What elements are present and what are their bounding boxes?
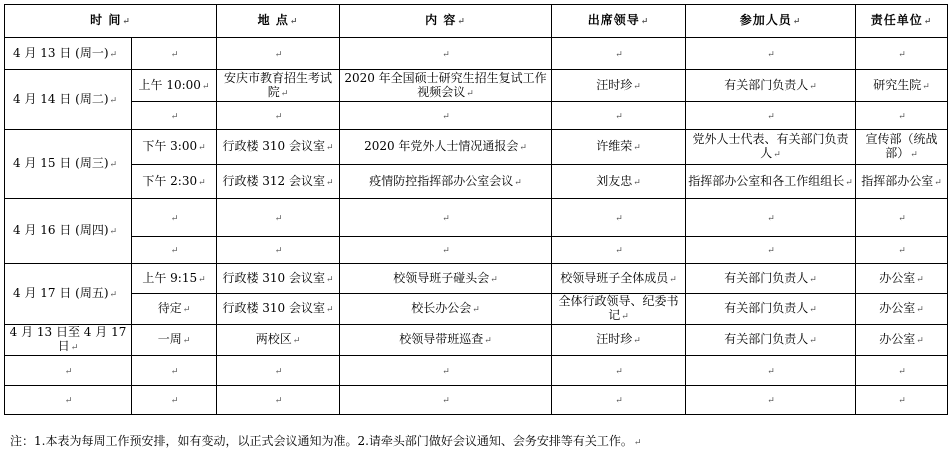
leader-cell: 汪时珍 ↵ [552,70,686,102]
table-row [5,264,948,294]
time-cell [132,38,217,70]
content-cell [340,356,552,386]
unit-cell [856,386,948,415]
date-cell [5,386,132,415]
header-unit: 责任单位 ↵ [856,5,948,38]
participants-cell: 有关部门负责人 ↵ [686,325,856,356]
content-cell [340,102,552,130]
footnote: 注：1.本表为每周工作预安排，如有变动，以正式会议通知为准。2.请牵头部门做好会议通知、会务安排等有关工作。 ↵ [10,432,641,449]
table-row [5,102,948,130]
weekly-schedule-table [4,4,948,415]
unit-cell: 办公室 ↵ [856,294,948,325]
time-cell: 上午 9:15 ↵ [132,264,217,294]
table-row [5,237,948,264]
leader-cell: 刘友忠 ↵ [552,165,686,199]
time-cell [132,199,217,237]
table-row [5,386,948,415]
unit-cell [856,38,948,70]
participants-cell: 党外人士代表、有关部门负责人 ↵ [686,130,856,165]
place-cell: 行政楼 310 会议室 ↵ [217,294,340,325]
content-cell: 疫情防控指挥部办公室会议 ↵ [340,165,552,199]
time-cell: 一周 ↵ [132,325,217,356]
place-cell: 两校区 ↵ [217,325,340,356]
place-cell [217,38,340,70]
place-cell: 行政楼 312 会议室 ↵ [217,165,340,199]
unit-cell [856,237,948,264]
date-cell: 4 月 17 日 (周五) ↵ [5,264,132,325]
leader-cell [552,356,686,386]
header-row [5,5,948,38]
unit-cell: 办公室 ↵ [856,325,948,356]
content-cell: 校长办公会 ↵ [340,294,552,325]
place-cell: 行政楼 310 会议室 ↵ [217,130,340,165]
table-row [5,70,948,102]
participants-cell [686,102,856,130]
participants-cell: 有关部门负责人 ↵ [686,264,856,294]
content-cell [340,386,552,415]
leader-cell [552,102,686,130]
time-cell [132,102,217,130]
place-cell [217,356,340,386]
participants-cell: 有关部门负责人 ↵ [686,294,856,325]
unit-cell: 研究生院 ↵ [856,70,948,102]
place-cell: 安庆市教育招生考试院 ↵ [217,70,340,102]
place-cell [217,386,340,415]
time-cell: 下午 2:30 ↵ [132,165,217,199]
date-cell [5,356,132,386]
table-row [5,356,948,386]
leader-cell [552,386,686,415]
leader-cell [552,38,686,70]
unit-cell: 指挥部办公室 ↵ [856,165,948,199]
participants-cell [686,199,856,237]
time-cell: 待定 ↵ [132,294,217,325]
header-place: 地 点 ↵ [217,5,340,38]
header-leader: 出席领导 ↵ [552,5,686,38]
table-row [5,38,948,70]
place-cell: 行政楼 310 会议室 ↵ [217,264,340,294]
participants-cell: 有关部门负责人 ↵ [686,70,856,102]
date-cell: 4 月 13 日 (周一) ↵ [5,38,132,70]
time-cell: 下午 3:00 ↵ [132,130,217,165]
time-cell [132,356,217,386]
unit-cell: 宣传部（统战部） ↵ [856,130,948,165]
leader-cell: 全体行政领导、纪委书记 ↵ [552,294,686,325]
participants-cell [686,38,856,70]
participants-cell [686,237,856,264]
table-row [5,294,948,325]
date-cell: 4 月 13 日至 4 月 17 日 ↵ [5,325,132,356]
unit-cell [856,356,948,386]
leader-cell: 许维荣 ↵ [552,130,686,165]
header-content: 内 容 ↵ [340,5,552,38]
table-row [5,325,948,356]
participants-cell [686,386,856,415]
participants-cell: 指挥部办公室和各工作组组长 ↵ [686,165,856,199]
place-cell [217,199,340,237]
content-cell [340,237,552,264]
content-cell: 校领导班子碰头会 ↵ [340,264,552,294]
unit-cell: 办公室 ↵ [856,264,948,294]
unit-cell [856,102,948,130]
content-cell [340,38,552,70]
place-cell [217,102,340,130]
unit-cell [856,199,948,237]
content-cell: 2020 年党外人士情况通报会 ↵ [340,130,552,165]
time-cell [132,237,217,264]
leader-cell: 汪时珍 ↵ [552,325,686,356]
header-time: 时 间 ↵ [5,5,217,38]
table-row [5,130,948,165]
date-cell: 4 月 14 日 (周二) ↵ [5,70,132,130]
table-row [5,199,948,237]
time-cell: 上午 10:00 ↵ [132,70,217,102]
place-cell [217,237,340,264]
content-cell: 校领导带班巡查 ↵ [340,325,552,356]
participants-cell [686,356,856,386]
leader-cell: 校领导班子全体成员 ↵ [552,264,686,294]
date-cell: 4 月 16 日 (周四) ↵ [5,199,132,264]
table-row [5,165,948,199]
leader-cell [552,237,686,264]
time-cell [132,386,217,415]
date-cell: 4 月 15 日 (周三) ↵ [5,130,132,199]
leader-cell [552,199,686,237]
content-cell: 2020 年全国硕士研究生招生复试工作视频会议 ↵ [340,70,552,102]
content-cell [340,199,552,237]
header-participants: 参加人员 ↵ [686,5,856,38]
